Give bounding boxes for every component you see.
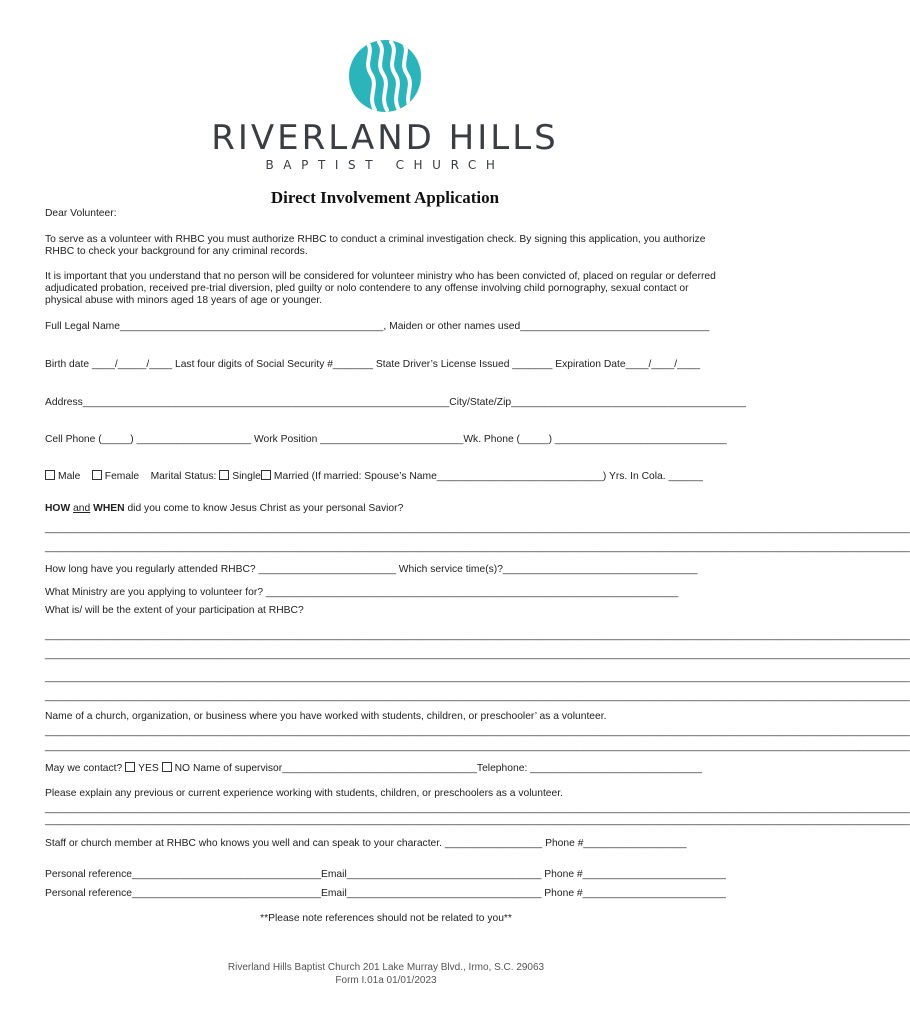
single-checkbox[interactable]: [219, 470, 229, 480]
wave-logo-icon: [349, 40, 421, 112]
extent-question: What is/ will be the extent of your participation at RHBC?: [45, 605, 304, 616]
how-label: HOW: [45, 503, 71, 514]
and-label: and: [73, 503, 91, 514]
ministry-field[interactable]: What Ministry are you applying to volunteer for? ________________________________________________________________________: [45, 587, 679, 598]
savior-question-text: did you come to know Jesus Christ as your personal Savior?: [124, 503, 404, 514]
policy-paragraph: It is important that you understand that no person will be considered for volunteer ministry who has been convicted of, placed on regular or deferred adjudicated probation, received pre-trial diversion, pled guilty or nolo contendere to any offense involving child pornography, sexual contact or physical abuse with minors aged 18 years of age or younger.: [45, 271, 716, 306]
yes-checkbox[interactable]: [125, 762, 135, 772]
organization-question: Name of a church, organization, or business where you have worked with students, children, or preschooler’ as a volunteer.: [45, 711, 607, 722]
answer-line[interactable]: _______________________________________________________________________________________________________________________________________________________: [45, 691, 910, 702]
answer-line[interactable]: _______________________________________________________________________________________________________________________________________________________: [45, 542, 910, 553]
legal-name-field[interactable]: Full Legal Name______________________________________________, Maiden or other names used_________________________________: [45, 321, 710, 332]
supervisor-telephone-field[interactable]: Name of supervisor__________________________________Telephone: ______________________________: [190, 763, 702, 774]
yes-label: YES: [138, 763, 159, 774]
contact-label: May we contact?: [45, 763, 123, 774]
no-label: NO: [174, 763, 191, 774]
birth-ssn-license-field[interactable]: Birth date ____/_____/____ Last four digits of Social Security #_______ State Driver’s License Issued _______ Expiration Date____/____/____: [45, 359, 701, 370]
single-label: Single: [232, 471, 261, 482]
male-label: Male: [58, 471, 81, 482]
attendance-field[interactable]: How long have you regularly attended RHBC? ________________________ Which service time(s)?__________________________________: [45, 564, 698, 575]
answer-line[interactable]: _______________________________________________________________________________________________________________________________________________________: [45, 726, 910, 737]
answer-line[interactable]: _______________________________________________________________________________________________________________________________________________________: [45, 803, 910, 814]
answer-line[interactable]: _______________________________________________________________________________________________________________________________________________________: [45, 741, 910, 752]
answer-line[interactable]: _______________________________________________________________________________________________________________________________________________________: [45, 523, 910, 534]
marital-status-label: Marital Status:: [150, 471, 217, 482]
when-label: WHEN: [93, 503, 125, 514]
church-subtitle: BAPTIST CHURCH: [265, 158, 505, 172]
answer-line[interactable]: _______________________________________________________________________________________________________________________________________________________: [45, 672, 910, 683]
married-spouse-field[interactable]: Married (If married: Spouse’s Name_____________________________) Yrs. In Cola. ______: [273, 471, 703, 482]
female-checkbox[interactable]: [92, 470, 102, 480]
salvation-question: [45, 503, 727, 515]
staff-reference-field[interactable]: Staff or church member at RHBC who knows you well and can speak to your character. _________________ Phone #__________________: [45, 838, 687, 849]
address-field[interactable]: Address________________________________________________________________City/State/Zip_________________________________________: [45, 397, 746, 408]
no-checkbox[interactable]: [162, 762, 172, 772]
church-logo: [0, 40, 770, 112]
personal-reference-2[interactable]: Personal reference_________________________________Email__________________________________ Phone #_________________________: [45, 888, 726, 899]
footer-address: Riverland Hills Baptist Church 201 Lake Murray Blvd., Irmo, S.C. 29063: [227, 962, 545, 973]
female-label: Female: [104, 471, 140, 482]
authorization-paragraph: To serve as a volunteer with RHBC you must authorize RHBC to conduct a criminal investigation check. By signing this application, you authorize RHBC to check your background for any criminal records.: [45, 234, 706, 257]
married-checkbox[interactable]: [261, 470, 271, 480]
reference-note: **Please note references should not be related to you**: [260, 913, 512, 924]
answer-line[interactable]: _______________________________________________________________________________________________________________________________________________________: [45, 815, 910, 826]
church-name: RIVERLAND HILLS: [211, 118, 559, 158]
form-title: Direct Involvement Application: [270, 188, 500, 207]
answer-line[interactable]: _______________________________________________________________________________________________________________________________________________________: [45, 630, 910, 641]
footer-form-number: Form I.01a 01/01/2023: [335, 975, 437, 986]
gender-marital-row: [45, 470, 727, 483]
phone-work-field[interactable]: Cell Phone (_____) ____________________ Work Position _________________________Wk. Phone (_____) ______________________________: [45, 434, 727, 445]
experience-question: Please explain any previous or current experience working with students, children, or preschoolers as a volunteer.: [45, 788, 563, 799]
answer-line[interactable]: _______________________________________________________________________________________________________________________________________________________: [45, 649, 910, 660]
male-checkbox[interactable]: [45, 470, 55, 480]
personal-reference-1[interactable]: Personal reference_________________________________Email__________________________________ Phone #_________________________: [45, 869, 726, 880]
greeting: Dear Volunteer:: [45, 208, 117, 219]
contact-row: [45, 762, 727, 775]
